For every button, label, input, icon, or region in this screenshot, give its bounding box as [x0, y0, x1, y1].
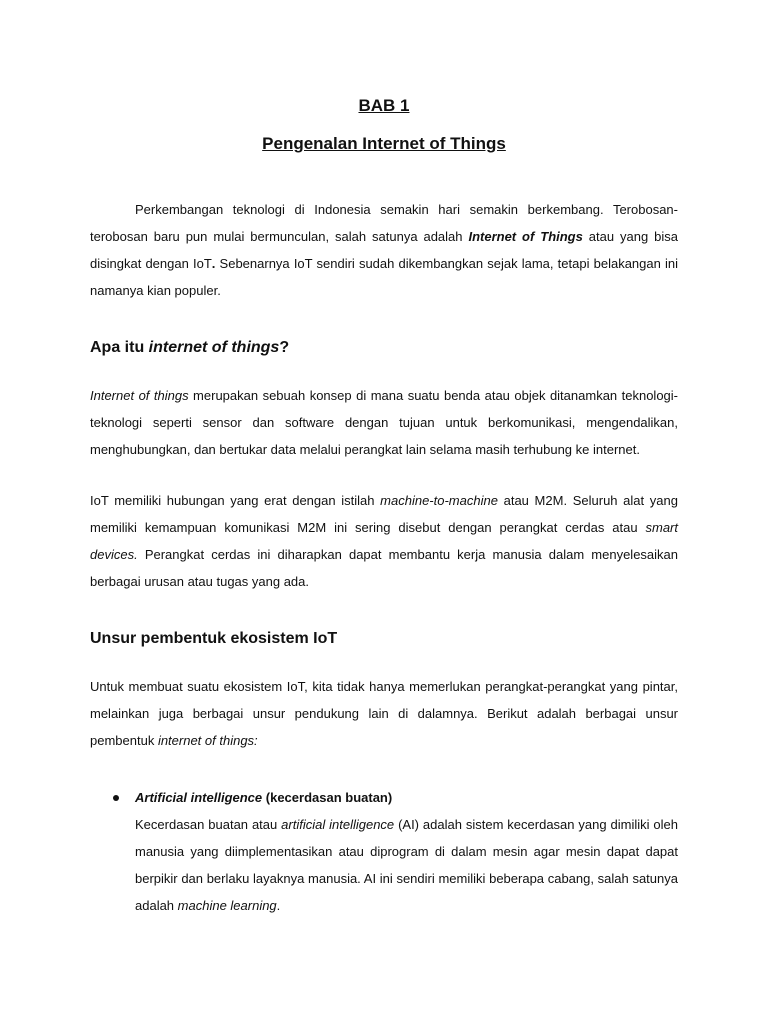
- smart-devices-term: smart devices.: [90, 520, 678, 562]
- ecosystem-text: Untuk membuat suatu ekosistem IoT, kita tidak hanya memerlukan perangkat-perangkat yang pintar, melainkan juga berbagai unsur pendukung lain di dalamnya. Berikut adalah berbagai unsur pembentuk: [90, 679, 678, 748]
- m2m-text-c: Perangkat cerdas ini diharapkan dapat membantu kerja manusia dalam menyelesaikan berbagai urusan atau tugas yang ada.: [90, 547, 678, 589]
- intro-text-b: atau yang bisa disingkat dengan IoT: [90, 229, 678, 271]
- list-item: [90, 784, 678, 919]
- chapter-label: BAB 1: [358, 96, 410, 115]
- desc-text-a: Kecerdasan buatan atau: [135, 817, 282, 832]
- definition-paragraph: [90, 382, 678, 463]
- intro-text-c: Sebenarnya IoT sendiri sudah dikembangkan sejak lama, tetapi belakangan ini namanya kian populer.: [90, 256, 678, 298]
- list-item-title: [135, 784, 678, 811]
- m2m-paragraph: [90, 487, 678, 595]
- ecosystem-list: [90, 784, 678, 919]
- section-heading-what-is-iot: [90, 336, 678, 360]
- ecosystem-term: internet of things:: [157, 733, 258, 748]
- list-item-term: Artificial intelligence: [135, 790, 263, 805]
- desc-term-ai: artificial intelligence: [281, 817, 395, 832]
- definition-term: Internet of things: [90, 388, 189, 403]
- m2m-text-b: atau M2M. Seluruh alat yang memiliki kemampuan komunikasi M2M ini sering disebut dengan perangkat cerdas atau: [90, 493, 678, 535]
- bullet-icon: [113, 795, 119, 801]
- desc-text-c: .: [276, 898, 281, 913]
- intro-dot: .: [211, 256, 216, 271]
- heading-text-b: ?: [279, 339, 290, 356]
- intro-term: Internet of Things: [468, 229, 583, 244]
- desc-text-b: (AI) adalah sistem kecerdasan yang dimiliki oleh manusia yang diimplementasikan atau diprogram di dalam mesin agar mesin dapat dapat berpikir dan berlaku layaknya manusia. AI ini sendiri memiliki beberapa cabang, salah satunya adalah: [135, 817, 678, 913]
- desc-term-ml: machine learning: [177, 898, 277, 913]
- heading-term: internet of things: [148, 339, 280, 356]
- page-title: Pengenalan Internet of Things: [262, 134, 506, 153]
- list-item-title-rest: (kecerdasan buatan): [262, 790, 393, 805]
- m2m-text-a: IoT memiliki hubungan yang erat dengan istilah: [90, 493, 381, 508]
- section-heading-ecosystem: Unsur pembentuk ekosistem IoT: [90, 630, 338, 647]
- heading-text-a: Apa itu: [90, 339, 149, 356]
- ecosystem-paragraph: [90, 673, 678, 754]
- list-item-description: [135, 811, 678, 919]
- intro-paragraph: [90, 196, 678, 304]
- intro-text-a: Perkembangan teknologi di Indonesia semakin hari semakin berkembang. Terobosan-terobosan baru pun mulai bermunculan, salah satunya adalah: [90, 202, 678, 244]
- definition-text: merupakan sebuah konsep di mana suatu benda atau objek ditanamkan teknologi-teknologi seperti sensor dan software dengan tujuan untuk berkomunikasi, mengendalikan, menghubungkan, dan bertukar data melalui perangkat lain selama masih terhubung ke internet.: [90, 388, 678, 457]
- m2m-term: machine-to-machine: [380, 493, 498, 508]
